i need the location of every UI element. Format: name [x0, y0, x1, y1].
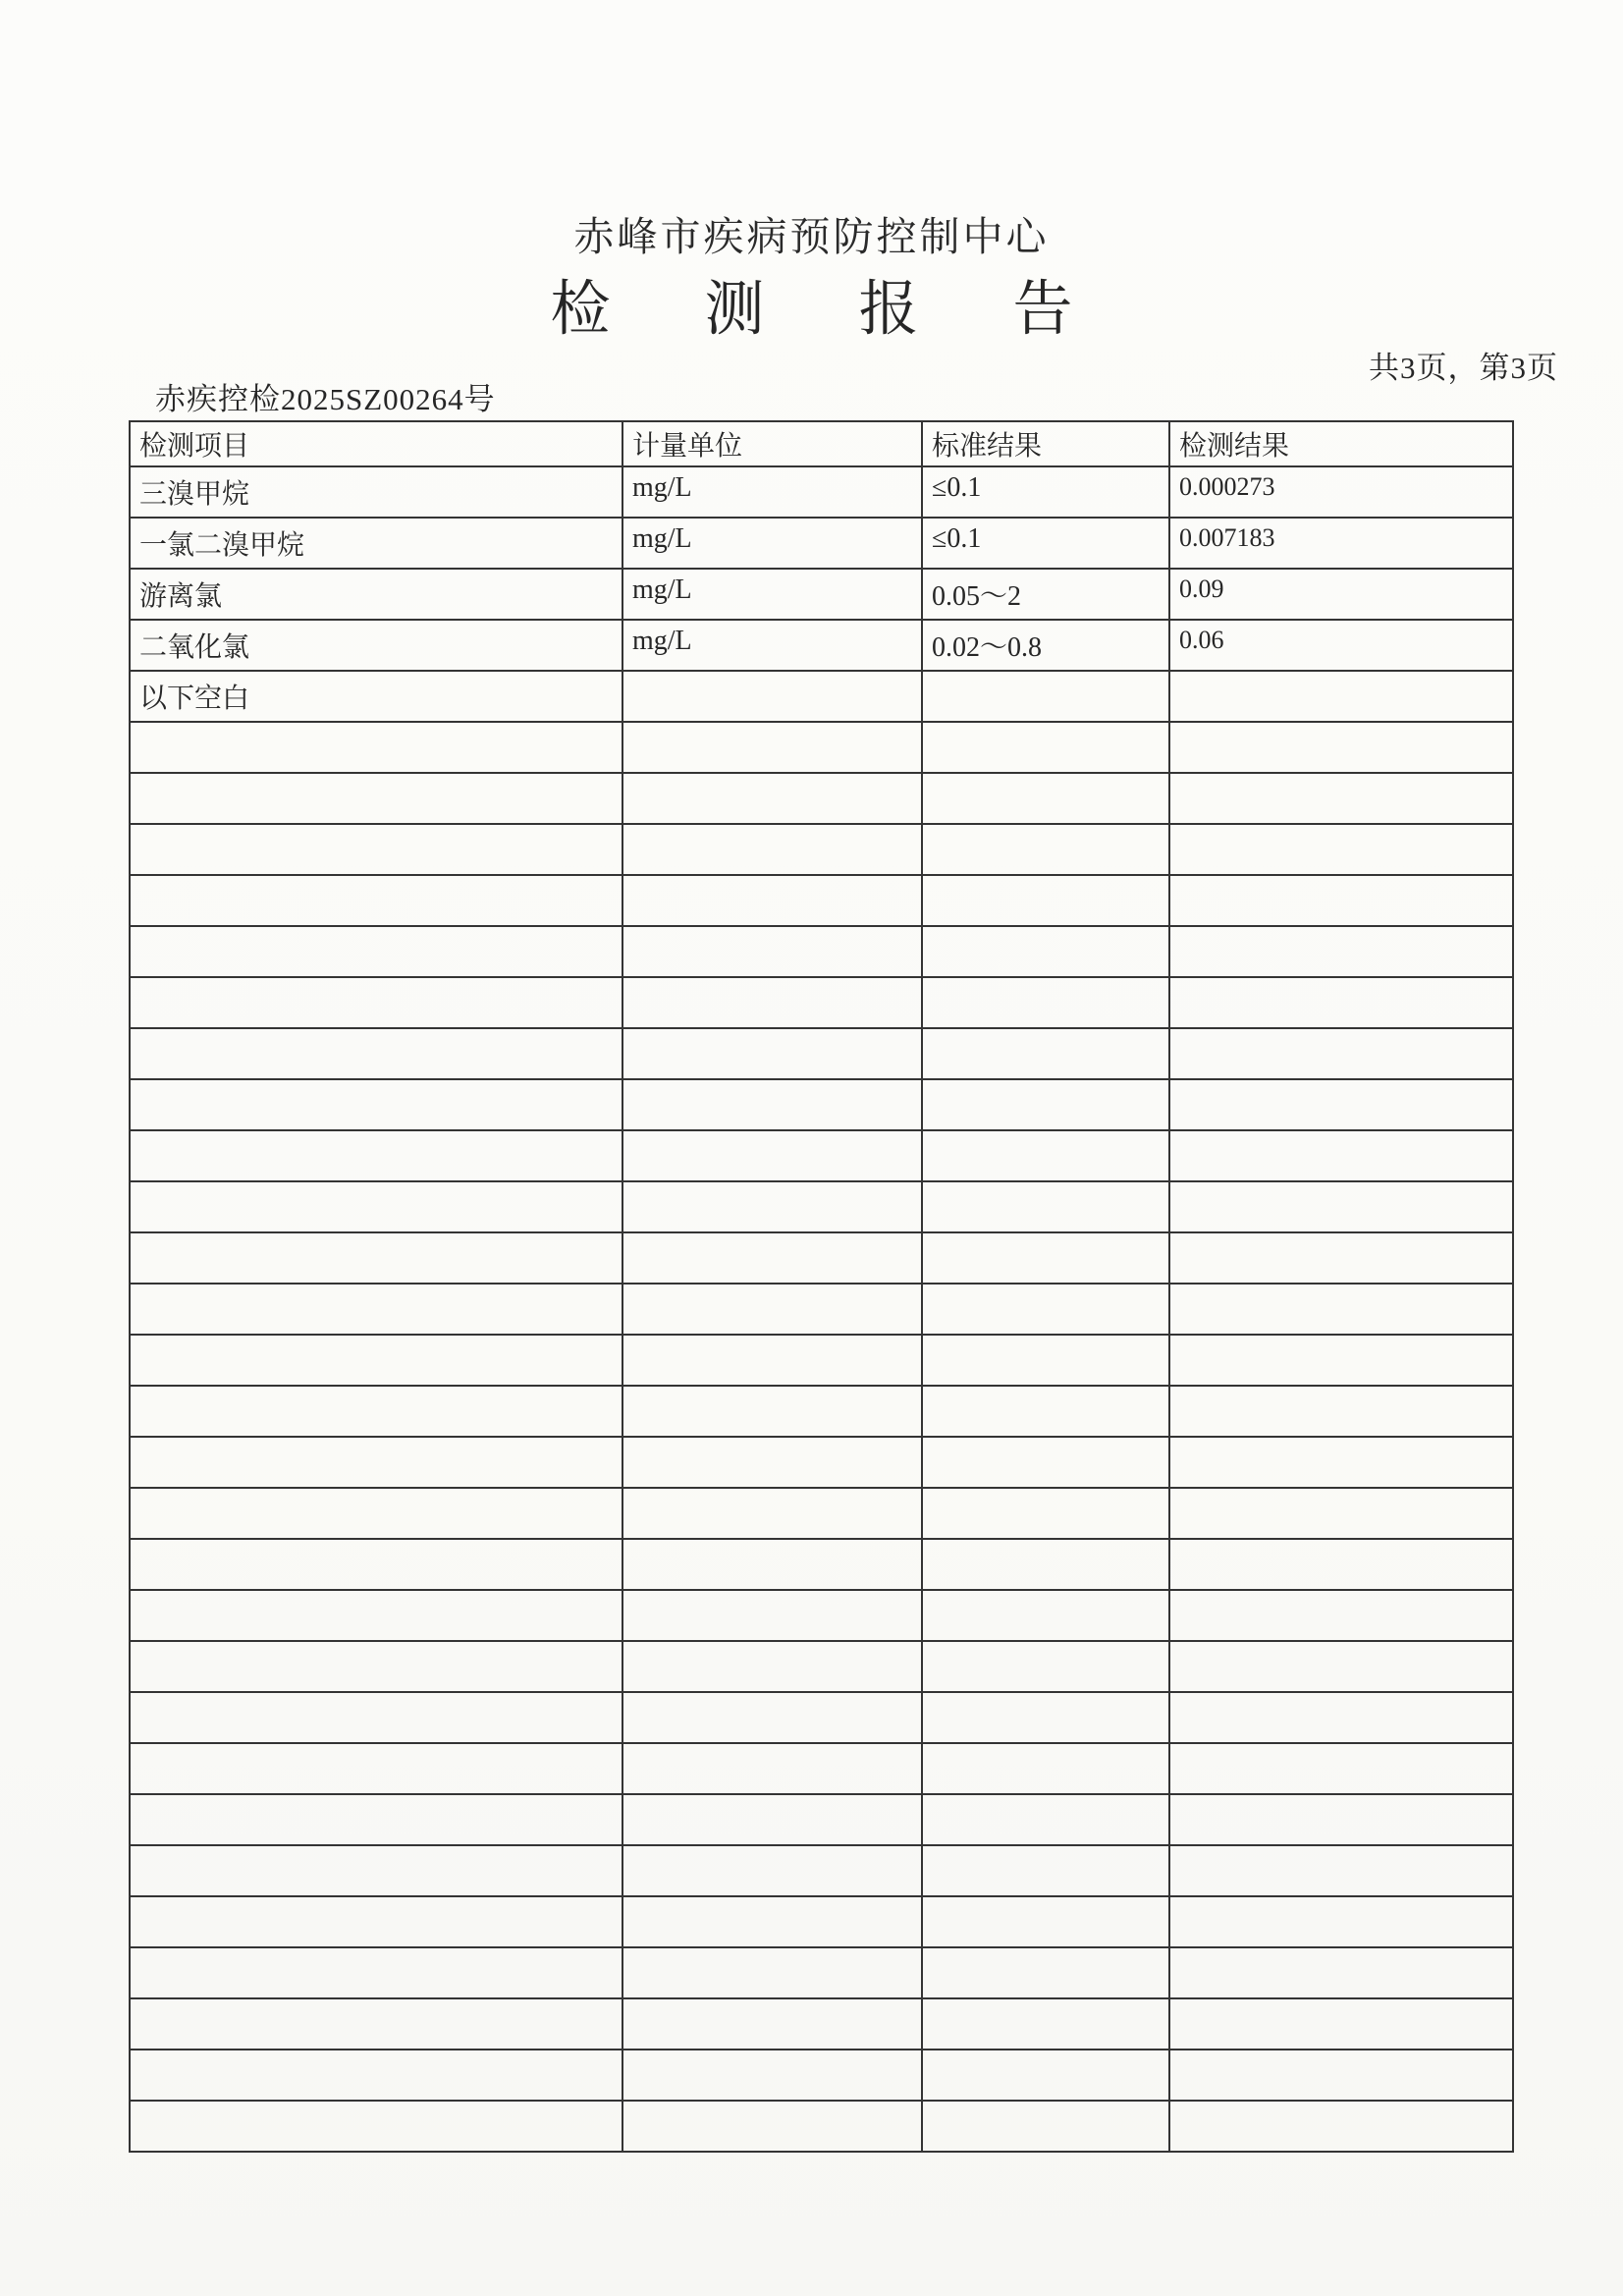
result-cell — [1169, 977, 1513, 1028]
unit-cell — [622, 1998, 922, 2050]
unit-cell — [622, 1743, 922, 1794]
result-cell — [1169, 1998, 1513, 2050]
unit-cell — [622, 1232, 922, 1284]
empty-table-row — [130, 1488, 1513, 1539]
unit-cell — [622, 926, 922, 977]
empty-table-row — [130, 1947, 1513, 1998]
standard-cell — [922, 1232, 1169, 1284]
standard-cell — [922, 2050, 1169, 2101]
empty-table-row — [130, 875, 1513, 926]
standard-cell — [922, 1284, 1169, 1335]
empty-table-row — [130, 1181, 1513, 1232]
result-cell — [1169, 926, 1513, 977]
item-cell — [130, 1488, 622, 1539]
item-cell — [130, 1998, 622, 2050]
unit-cell: mg/L — [622, 518, 922, 569]
standard-cell — [922, 977, 1169, 1028]
empty-table-row — [130, 1539, 1513, 1590]
item-cell: 以下空白 — [130, 671, 622, 722]
standard-cell — [922, 1998, 1169, 2050]
empty-table-row — [130, 773, 1513, 824]
standard-cell: 0.02～0.8 — [922, 620, 1169, 671]
item-cell — [130, 1335, 622, 1386]
empty-table-row — [130, 1028, 1513, 1079]
result-cell — [1169, 2101, 1513, 2152]
item-cell — [130, 2101, 622, 2152]
item-cell — [130, 1794, 622, 1845]
result-cell — [1169, 824, 1513, 875]
result-cell — [1169, 1437, 1513, 1488]
empty-table-row — [130, 1590, 1513, 1641]
standard-cell — [922, 1335, 1169, 1386]
standard-cell — [922, 1743, 1169, 1794]
unit-cell — [622, 1845, 922, 1896]
column-header-1: 计量单位 — [622, 421, 922, 466]
empty-table-row — [130, 1437, 1513, 1488]
item-cell — [130, 1539, 622, 1590]
unit-cell — [622, 1386, 922, 1437]
standard-cell — [922, 1641, 1169, 1692]
result-cell — [1169, 1641, 1513, 1692]
results-table-header — [130, 421, 1513, 466]
empty-table-row — [130, 2101, 1513, 2152]
item-cell — [130, 1130, 622, 1181]
standard-cell — [922, 875, 1169, 926]
empty-table-row — [130, 1232, 1513, 1284]
result-cell — [1169, 1488, 1513, 1539]
table-row — [130, 466, 1513, 518]
standard-cell — [922, 671, 1169, 722]
empty-table-row — [130, 1079, 1513, 1130]
result-cell — [1169, 722, 1513, 773]
empty-table-row — [130, 1284, 1513, 1335]
standard-cell — [922, 1590, 1169, 1641]
item-cell: 三溴甲烷 — [130, 466, 622, 518]
item-cell — [130, 1232, 622, 1284]
unit-cell — [622, 1539, 922, 1590]
standard-cell — [922, 2101, 1169, 2152]
item-cell — [130, 1896, 622, 1947]
unit-cell — [622, 1641, 922, 1692]
organization-name: 赤峰市疾病预防控制中心 — [573, 214, 1050, 259]
unit-cell — [622, 1947, 922, 1998]
empty-table-row — [130, 1794, 1513, 1845]
unit-cell — [622, 1794, 922, 1845]
item-cell — [130, 1641, 622, 1692]
empty-table-row — [130, 1896, 1513, 1947]
result-cell — [1169, 1028, 1513, 1079]
item-cell — [130, 1386, 622, 1437]
column-header-3: 检测结果 — [1169, 421, 1513, 466]
standard-cell — [922, 926, 1169, 977]
standard-cell — [922, 1028, 1169, 1079]
standard-cell — [922, 773, 1169, 824]
result-cell — [1169, 1743, 1513, 1794]
unit-cell — [622, 1079, 922, 1130]
unit-cell — [622, 875, 922, 926]
item-cell: 二氧化氯 — [130, 620, 622, 671]
item-cell — [130, 1743, 622, 1794]
empty-table-row — [130, 1641, 1513, 1692]
empty-table-row — [130, 1335, 1513, 1386]
standard-cell — [922, 1386, 1169, 1437]
empty-table-row — [130, 926, 1513, 977]
standard-cell — [922, 1437, 1169, 1488]
unit-cell — [622, 722, 922, 773]
result-cell — [1169, 1181, 1513, 1232]
item-cell — [130, 926, 622, 977]
unit-cell — [622, 1335, 922, 1386]
unit-cell — [622, 1437, 922, 1488]
unit-cell — [622, 977, 922, 1028]
unit-cell — [622, 1896, 922, 1947]
item-cell — [130, 1845, 622, 1896]
unit-cell: mg/L — [622, 466, 922, 518]
item-cell — [130, 1028, 622, 1079]
unit-cell — [622, 1028, 922, 1079]
result-cell — [1169, 1386, 1513, 1437]
column-header-2: 标准结果 — [922, 421, 1169, 466]
item-cell — [130, 2050, 622, 2101]
standard-cell — [922, 1079, 1169, 1130]
result-cell — [1169, 1845, 1513, 1896]
result-cell: 0.06 — [1169, 620, 1513, 671]
table-row — [130, 569, 1513, 620]
standard-cell — [922, 1896, 1169, 1947]
unit-cell — [622, 1130, 922, 1181]
result-cell — [1169, 1079, 1513, 1130]
result-cell — [1169, 1590, 1513, 1641]
item-cell — [130, 1947, 622, 1998]
standard-cell — [922, 722, 1169, 773]
empty-table-row — [130, 2050, 1513, 2101]
unit-cell — [622, 2101, 922, 2152]
unit-cell — [622, 1181, 922, 1232]
report-number: 赤疾控检2025SZ00264号 — [155, 382, 496, 416]
result-cell: 0.09 — [1169, 569, 1513, 620]
empty-table-row — [130, 1998, 1513, 2050]
standard-cell — [922, 1130, 1169, 1181]
standard-cell — [922, 1488, 1169, 1539]
unit-cell — [622, 2050, 922, 2101]
item-cell — [130, 1181, 622, 1232]
empty-table-row — [130, 1743, 1513, 1794]
column-header-0: 检测项目 — [130, 421, 622, 466]
standard-cell — [922, 1181, 1169, 1232]
result-cell — [1169, 773, 1513, 824]
item-cell — [130, 1437, 622, 1488]
results-table — [129, 420, 1514, 2153]
empty-table-row — [130, 1130, 1513, 1181]
unit-cell: mg/L — [622, 569, 922, 620]
empty-table-row — [130, 722, 1513, 773]
results-table-body — [130, 466, 1513, 2152]
result-cell — [1169, 671, 1513, 722]
result-cell — [1169, 1130, 1513, 1181]
item-cell — [130, 824, 622, 875]
result-cell — [1169, 1284, 1513, 1335]
standard-cell: ≤0.1 — [922, 518, 1169, 569]
result-cell — [1169, 1232, 1513, 1284]
result-cell: 0.000273 — [1169, 466, 1513, 518]
unit-cell — [622, 773, 922, 824]
unit-cell — [622, 824, 922, 875]
standard-cell — [922, 1692, 1169, 1743]
unit-cell: mg/L — [622, 620, 922, 671]
header-row — [130, 421, 1513, 466]
item-cell — [130, 722, 622, 773]
standard-cell: 0.05～2 — [922, 569, 1169, 620]
table-row — [130, 518, 1513, 569]
item-cell: 一氯二溴甲烷 — [130, 518, 622, 569]
item-cell: 游离氯 — [130, 569, 622, 620]
result-cell — [1169, 1896, 1513, 1947]
report-title: 检测报告 — [550, 277, 1167, 343]
result-cell — [1169, 875, 1513, 926]
standard-cell — [922, 1947, 1169, 1998]
table-row — [130, 620, 1513, 671]
unit-cell — [622, 1590, 922, 1641]
standard-cell — [922, 1845, 1169, 1896]
result-cell: 0.007183 — [1169, 518, 1513, 569]
item-cell — [130, 1284, 622, 1335]
unit-cell — [622, 1488, 922, 1539]
empty-table-row — [130, 824, 1513, 875]
item-cell — [130, 1079, 622, 1130]
empty-table-row — [130, 977, 1513, 1028]
standard-cell — [922, 1794, 1169, 1845]
result-cell — [1169, 1794, 1513, 1845]
item-cell — [130, 1590, 622, 1641]
page-count-label: 共3页，第3页 — [1369, 351, 1558, 385]
item-cell — [130, 875, 622, 926]
standard-cell: ≤0.1 — [922, 466, 1169, 518]
empty-table-row — [130, 1386, 1513, 1437]
result-cell — [1169, 1947, 1513, 1998]
item-cell — [130, 1692, 622, 1743]
standard-cell — [922, 1539, 1169, 1590]
standard-cell — [922, 824, 1169, 875]
result-cell — [1169, 1335, 1513, 1386]
result-cell — [1169, 2050, 1513, 2101]
item-cell — [130, 773, 622, 824]
empty-table-row — [130, 1845, 1513, 1896]
unit-cell — [622, 1692, 922, 1743]
result-cell — [1169, 1539, 1513, 1590]
table-row — [130, 671, 1513, 722]
item-cell — [130, 977, 622, 1028]
empty-table-row — [130, 1692, 1513, 1743]
unit-cell — [622, 671, 922, 722]
unit-cell — [622, 1284, 922, 1335]
result-cell — [1169, 1692, 1513, 1743]
